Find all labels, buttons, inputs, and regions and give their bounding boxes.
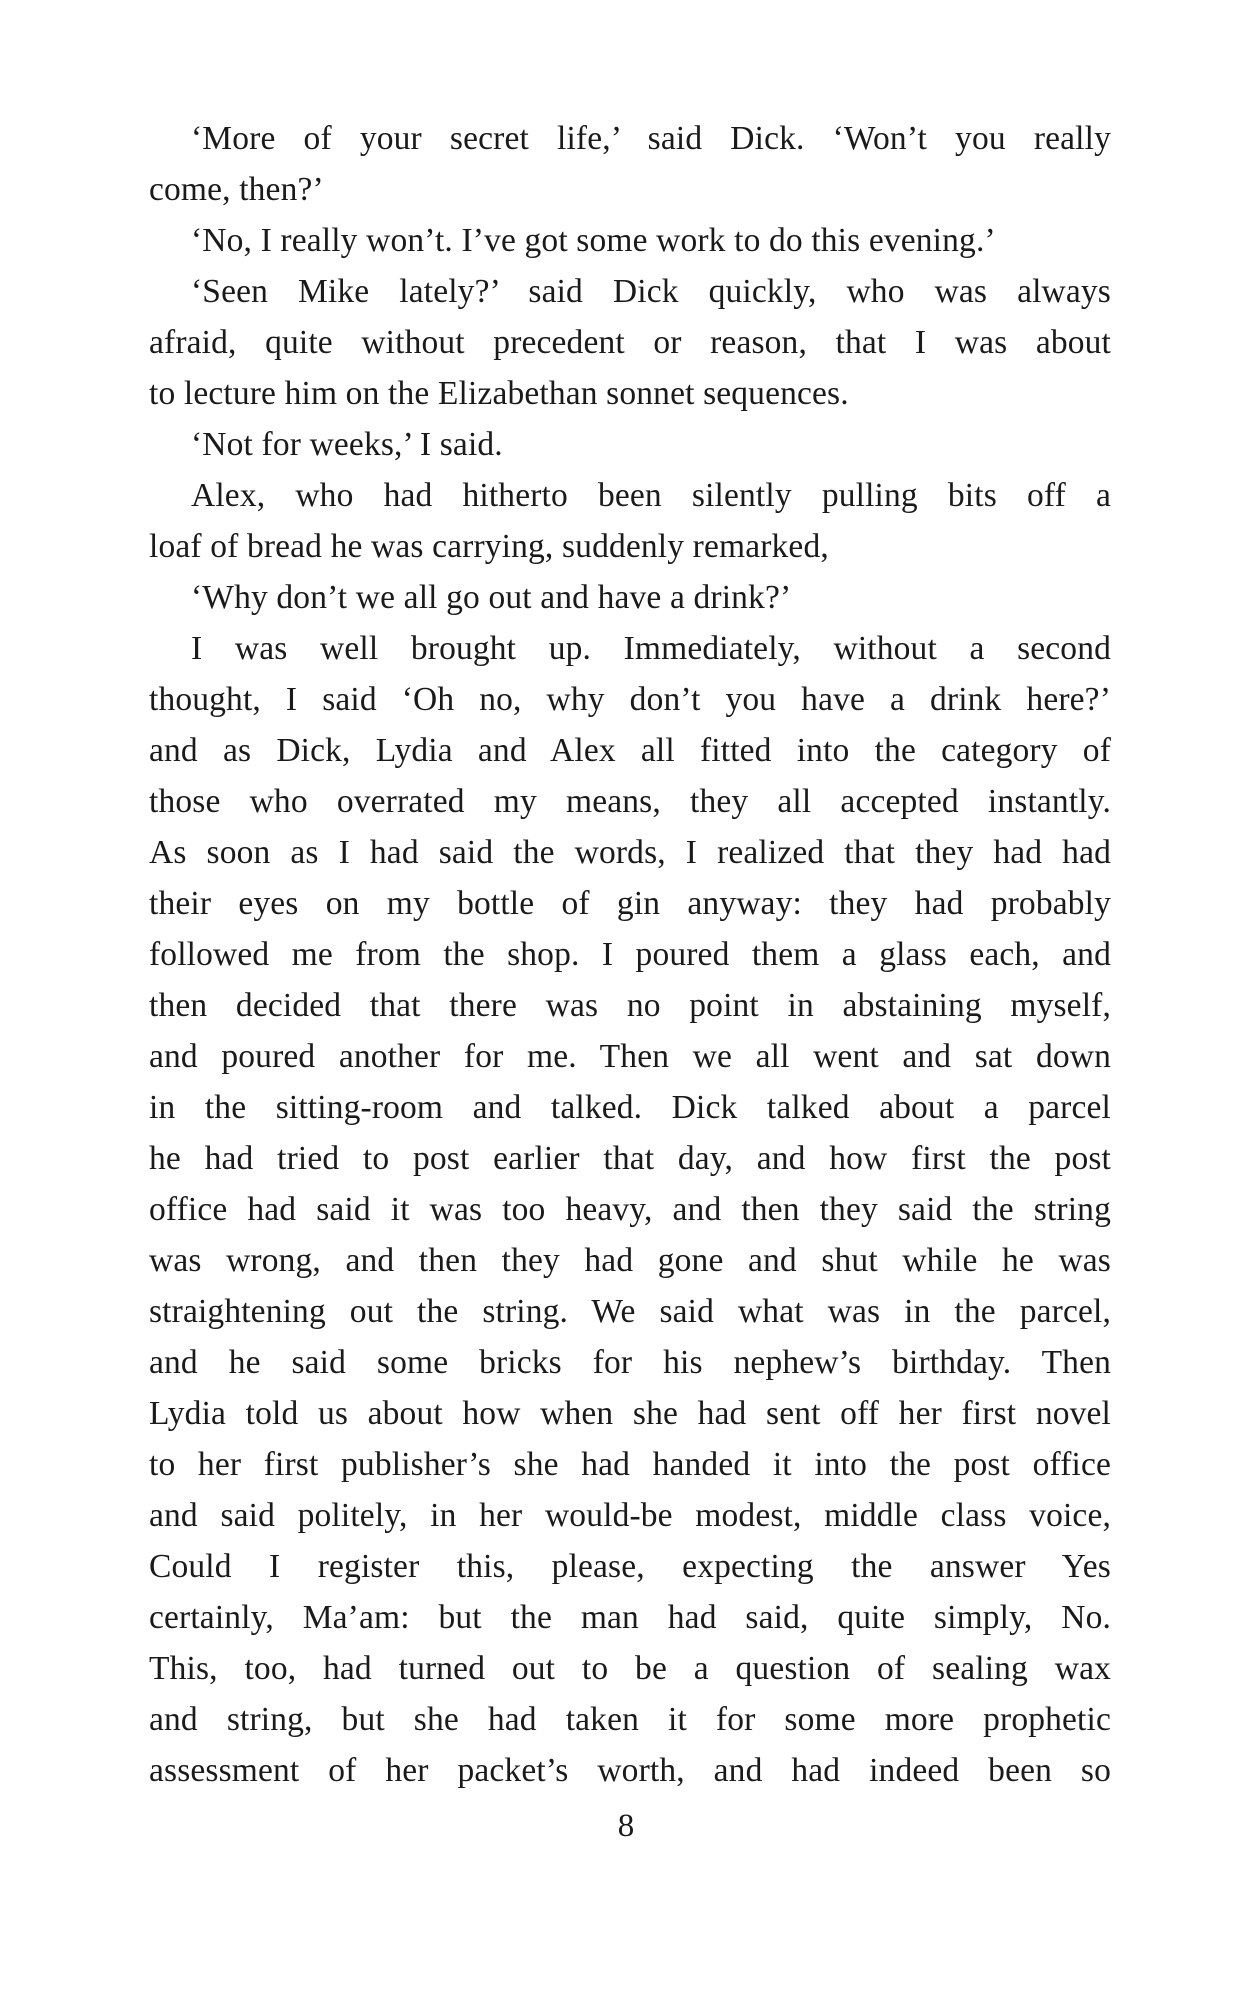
text-line: then decided that there was no point in abstaining myself, [149,987,1111,1024]
text-line: those who overrated my means, they all accepted instantly. [149,783,1111,820]
text-line: come, then?’ [149,171,324,208]
page-number: 8 [617,1808,635,1844]
text-line: he had tried to post earlier that day, and how first the post [149,1140,1111,1177]
text-line: was wrong, and then they had gone and shut while he was [149,1242,1111,1279]
text-line: and string, but she had taken it for some more prophetic [149,1701,1111,1738]
text-line: Lydia told us about how when she had sent off her first novel [149,1395,1111,1432]
text-line: ‘More of your secret life,’ said Dick. ‘Won’t you really [191,120,1111,157]
text-line: As soon as I had said the words, I realized that they had had [149,834,1111,871]
text-line: to her first publisher’s she had handed it into the post office [149,1446,1111,1483]
text-line: and poured another for me. Then we all went and sat down [149,1038,1111,1075]
text-line: I was well brought up. Immediately, without a second [191,630,1111,667]
text-line: ‘No, I really won’t. I’ve got some work to do this evening.’ [191,222,996,259]
body-text [149,113,1111,1796]
text-line: straightening out the string. We said what was in the parcel, [149,1293,1111,1330]
text-line: and as Dick, Lydia and Alex all fitted into the category of [149,732,1111,769]
text-line: ‘Why don’t we all go out and have a drink?’ [191,579,792,616]
text-line: followed me from the shop. I poured them a glass each, and [149,936,1111,973]
text-line: afraid, quite without precedent or reason, that I was about [149,324,1111,361]
text-line: office had said it was too heavy, and then they said the string [149,1191,1111,1228]
text-line: loaf of bread he was carrying, suddenly remarked, [149,528,829,565]
text-line: assessment of her packet’s worth, and had indeed been so [149,1752,1111,1789]
text-line: to lecture him on the Elizabethan sonnet sequences. [149,375,849,412]
text-line: and he said some bricks for his nephew’s birthday. Then [149,1344,1111,1381]
text-line: ‘Not for weeks,’ I said. [191,426,503,463]
text-line: their eyes on my bottle of gin anyway: they had probably [149,885,1111,922]
text-line: and said politely, in her would-be modest, middle class voice, [149,1497,1111,1534]
text-line: in the sitting-room and talked. Dick talked about a parcel [149,1089,1111,1126]
text-line: Alex, who had hitherto been silently pulling bits off a [191,477,1111,514]
text-line: ‘Seen Mike lately?’ said Dick quickly, who was always [191,273,1111,310]
text-line: certainly, Ma’am: but the man had said, quite simply, No. [149,1599,1111,1636]
text-line: This, too, had turned out to be a question of sealing wax [149,1650,1111,1687]
text-line: thought, I said ‘Oh no, why don’t you have a drink here?’ [149,681,1111,718]
text-line: Could I register this, please, expecting the answer Yes [149,1548,1111,1585]
